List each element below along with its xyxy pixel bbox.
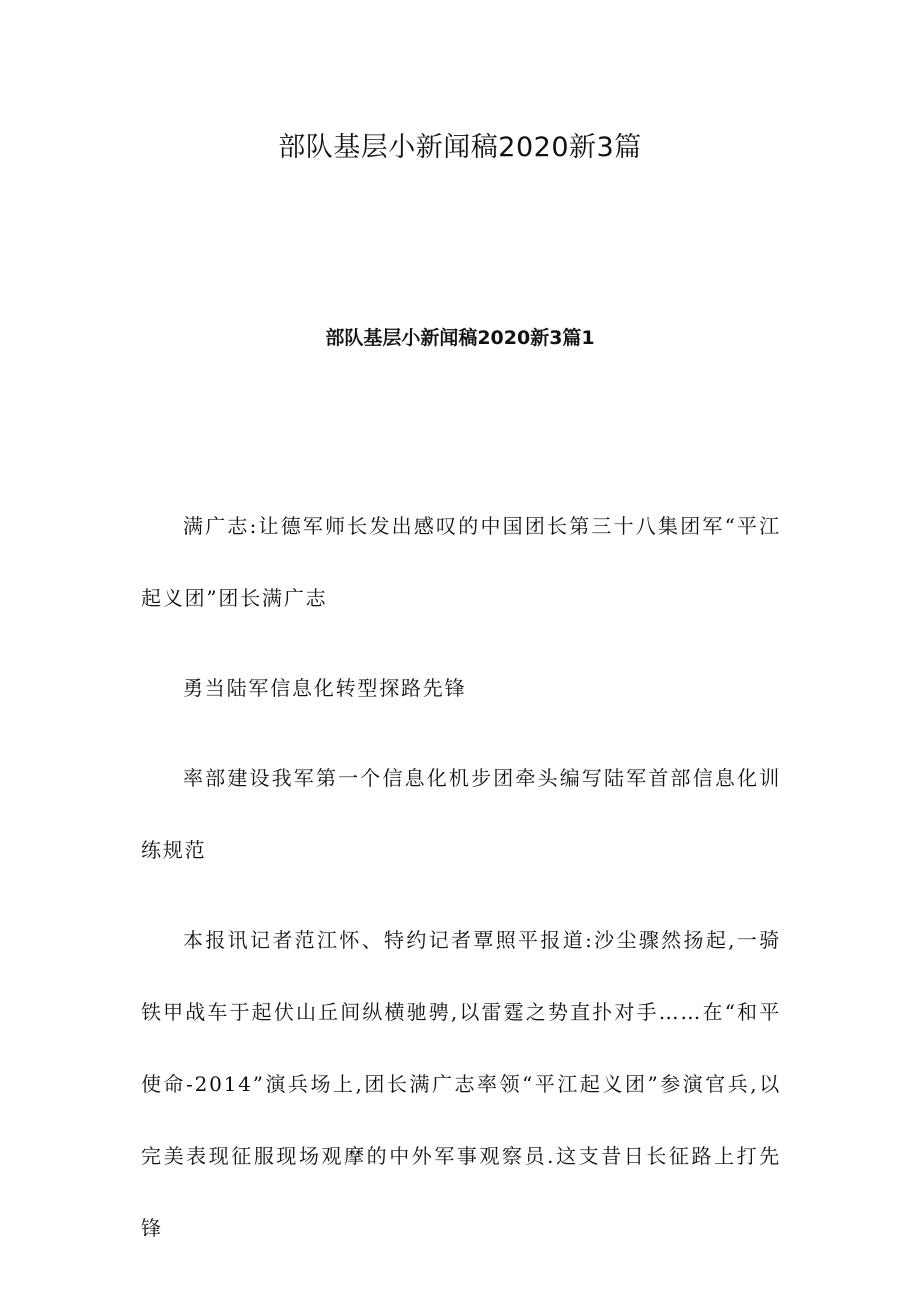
paragraph-4: 本报讯记者范江怀、特约记者覃照平报道:沙尘骤然扬起,一骑铁甲战车于起伏山丘间纵横驰骋,以雷霆之势直扑对手……在“和平使命-2014”演兵场上,团长满广志率领“平江起义团”参演官兵,以完美表现征服现场观摩的中外军事观察员.这支昔日长征路上打先锋	[141, 928, 781, 1240]
section-heading: 部队基层小新闻稿2020新3篇1	[325, 327, 595, 349]
paragraph-3: 率部建设我军第一个信息化机步团牵头编写陆军首部信息化训练规范	[141, 766, 781, 862]
document-title: 部队基层小新闻稿2020新3篇	[278, 132, 642, 163]
paragraph-2: 勇当陆军信息化转型探路先锋	[183, 676, 467, 700]
paragraph-1: 满广志:让德军师长发出感叹的中国团长第三十八集团军“平江起义团”团长满广志	[141, 514, 781, 610]
